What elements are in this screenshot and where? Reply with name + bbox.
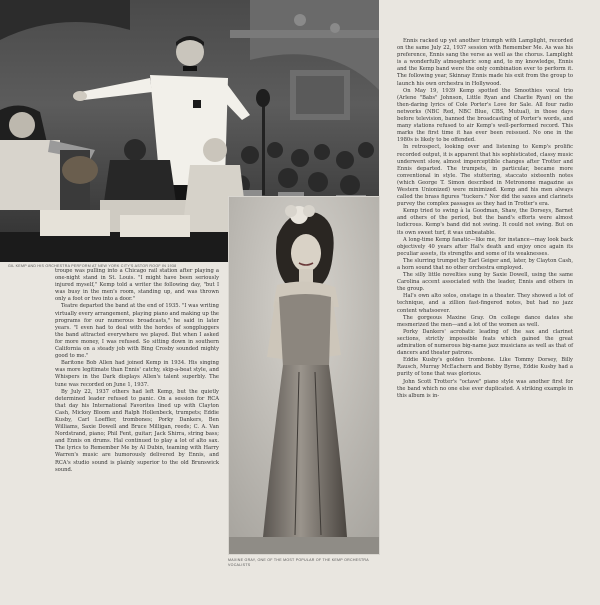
- band-photo-caption: GIL KEMP AND HIS ORCHESTRA PERFORM AT NEW YORK CITY'S ASTOR ROOF IN 1938: [8, 264, 177, 268]
- left-text-column: [55, 268, 219, 474]
- paragraph: John Scott Trotter's "octave" piano style was another first for the band which no one else ever duplicated. A striking example in this album is in-: [397, 378, 573, 399]
- paragraph: The gorgeous Maxine Gray. On college dance dates she mesmerized the men—and a lot of the women as well.: [397, 314, 573, 328]
- paragraph: Eddie Kusby's golden trombone. Like Tommy Dorsey, Billy Rausch, Murray McEachern and Bobby Byrne, Eddie Kusby had a purity of tone that was glorious.: [397, 357, 573, 378]
- paragraph: Teatre departed the band at the end of 1935. "I was writing virtually every arrangement, playing piano and making up the programs for our numerous broadcasts," he said in later years. "I even had to deal with the hordes of songpluggers the band attracted everywhere we played. But when I asked for more money, I was refused. So sitting down in southern California on a steady job with Bing Crosby sounded mighty good to me.": [55, 303, 219, 360]
- paragraph: The silly little novelties sung by Saxie Dowell, using the same Carolina accent associated with the leader, Ennis and others in the group.: [397, 272, 573, 293]
- paragraph: On May 19, 1939 Kemp spotted the Smoothies vocal trio (Arlene "Babs" Johnson, Little Ryan and Charlie Ryan) on the then-daring lyrics of Cole Porter's Love for Sale. All four radio networks (NBC Red, NBC Blue, CBS, Mutual), in those days before television, banned the broadcasting of Porter's words, and many stations refused to air Kemp's well-performed record. This marks the first time it has ever been reissued. No one in the 1980s is likely to be offended.: [397, 87, 573, 144]
- paragraph: Kemp tried to swing à la Goodman, Shaw, the Dorseys, Barnet and others of the period, but the band's efforts were almost ludicrous. Kemp's band did not swing. It could not swing. But on its own sweet turf, it was unbeatable.: [397, 208, 573, 236]
- maxine-gray-photo: [228, 196, 380, 555]
- paragraph: The slurring trumpet by Earl Geiger and, later, by Clayton Cash, a horn sound that no other orchestra employed.: [397, 257, 573, 271]
- paragraph: Baritone Bob Allen had joined Kemp in 1934. His singing was more legitimate than Ennis' catchy, skip-a-beat style, and Whispers in the Dark displays Allen's talent superbly. The tune was recorded on June 1, 1937.: [55, 360, 219, 388]
- paragraph: Hal's own alto solos, onstage in a theater. They showed a lot of technique, and a zillion fast-fingered notes, but had no jazz content whatsoever.: [397, 293, 573, 314]
- paragraph: By July 22, 1937 others had left Kemp, but the quietly determined leader refused to panic. On a session for RCA that day his International Favorites lined up with Clayton Cash, Mickey Bloom and Ralph Hollenbeck, trumpets; Eddie Kusby, Carl Loeffler, trombones; Porky Dankers, Ben Williams, Saxie Dowell and Bruce Milligan, reeds; C. A. Van Nordstrand, piano; Phil Fent, guitar; Jack Shirra, string bass; and Ennis on drums. Hal continued to play a lot of alto sax. The lyrics to Remember Me by Al Dubin, teaming with Harry Warren's music are humorously delivered by Ennis, and RCA's studio sound is plainly superior to the old Brunswick sound.: [55, 388, 219, 473]
- paragraph: troupe was pulling into a Chicago rail station after playing a one-night stand in St. Louis. "I might have been seriously injured myself," Kemp told a writer the following day, "but I was busy in the men's room, standing up, and was thrown only a foot or two into a door.": [55, 268, 219, 303]
- woman-photo-caption: MAXINE GRAY, ONE OF THE MOST POPULAR OF THE KEMP ORCHESTRA VOCALISTS: [228, 558, 369, 567]
- right-text-column: [397, 38, 573, 400]
- paragraph: A long-time Kemp fanatic—like me, for instance—may look back objectively 40 years after Hal's death and enjoy once again its peculiar assets, its strengths and some of its weaknesses.: [397, 236, 573, 257]
- paragraph: Ennis racked up yet another triumph with Lamplight, recorded on the same July 22, 1937 session with Remember Me. As was his preference, Ennis sang the verse as well as the chorus. Lamplight is a wonderfully atmospheric song and, to my knowledge, Ennis and the Kemp band were the only combination ever to perform it. The following year, Skinnay Ennis made his exit from the group to launch his own orchestra in Hollywood.: [397, 38, 573, 87]
- paragraph: In retrospect, looking over and listening to Kemp's prolific recorded output, it is apparent that his sophisticated, classy music underwent slow, almost imperceptible changes after Trotter and Ennis departed. The trumpets, in particular, became more conventional in style. The stuttering, staccato sixteenth notes (which George T. Simon described in Metronome magazine as Western Unionized) were minimized. Kemp and his men always called the brass figures "tuckers." Nor did the saxes and clarinets purvey the complex passages as they had in Trotter's era.: [397, 144, 573, 208]
- paragraph: Porky Dankers' acrobatic leading of the sax and clarinet sections, strictly impossible feats which gained the great admiration of numerous big-name jazz musicians as well as that of dancers and theater patrons.: [397, 328, 573, 357]
